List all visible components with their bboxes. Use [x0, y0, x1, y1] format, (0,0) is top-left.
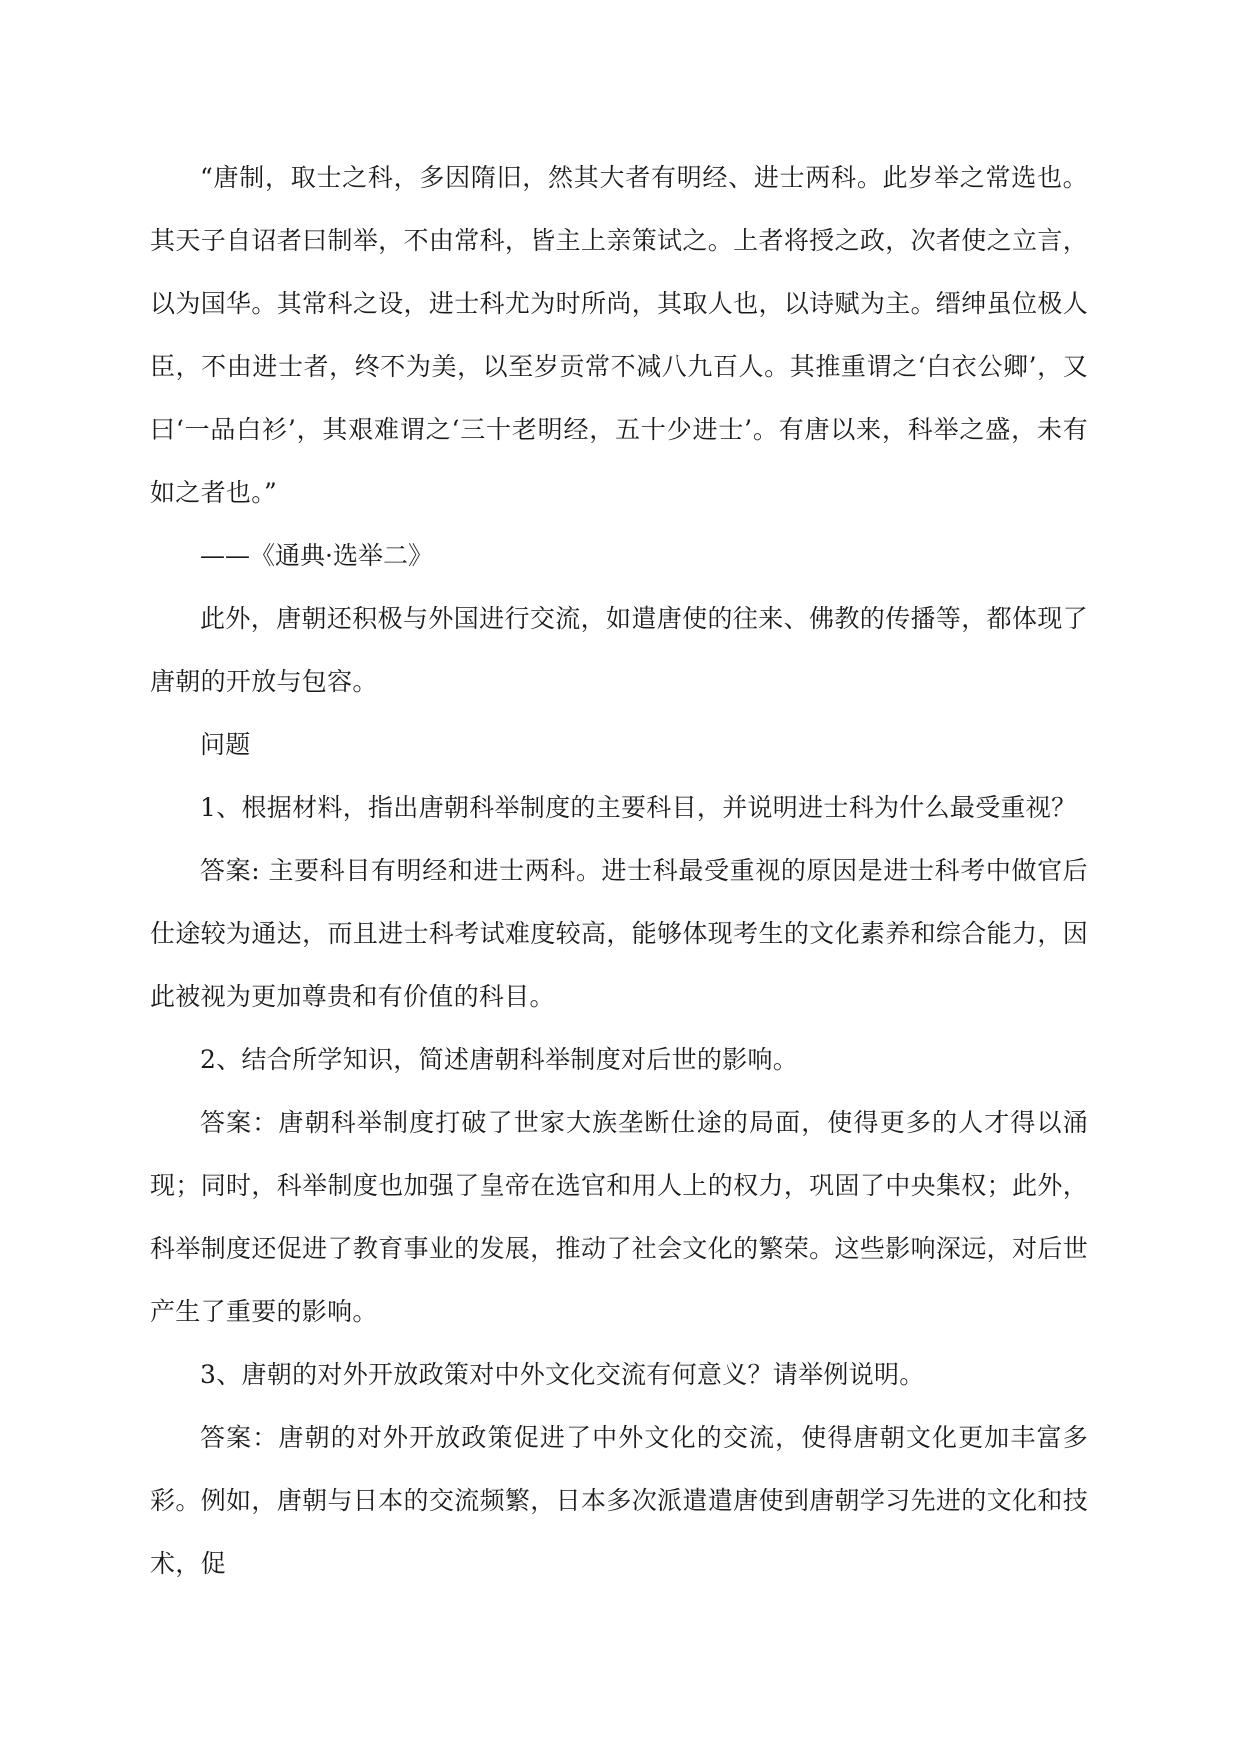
- questions-heading: 问题: [200, 730, 251, 759]
- document-body: [150, 146, 1088, 1595]
- answer-3: 答案：唐朝的对外开放政策促进了中外文化的交流，使得唐朝文化更加丰富多彩。例如，唐朝与日本的交流频繁，日本多次派遣遣唐使到唐朝学习先进的文化和技术，促: [150, 1423, 1088, 1578]
- question-1: 1、根据材料，指出唐朝科举制度的主要科目，并说明进士科为什么最受重视？: [200, 793, 1077, 822]
- quote-source: ——《通典·选举二》: [200, 541, 433, 570]
- answer-2: 答案：唐朝科举制度打破了世家大族垄断仕途的局面，使得更多的人才得以涌现；同时，科举制度也加强了皇帝在选官和用人上的权力，巩固了中央集权；此外，科举制度还促进了教育事业的发展，推动了社会文化的繁荣。这些影响深远，对后世产生了重要的影响。: [150, 1108, 1088, 1326]
- intro-paragraph: 此外，唐朝还积极与外国进行交流，如遣唐使的往来、佛教的传播等，都体现了唐朝的开放与包容。: [150, 604, 1088, 696]
- question-2: 2、结合所学知识，简述唐朝科举制度对后世的影响。: [200, 1045, 799, 1074]
- question-3: 3、唐朝的对外开放政策对中外文化交流有何意义？请举例说明。: [200, 1360, 925, 1389]
- quote-paragraph: “唐制，取士之科，多因隋旧，然其大者有明经、进士两科。此岁举之常选也。其天子自诏者曰制举，不由常科，皆主上亲策试之。上者将授之政，次者使之立言，以为国华。其常科之设，进士科尤为时所尚，其取人也，以诗赋为主。缙绅虽位极人臣，不由进士者，终不为美，以至岁贡常不减八九百人。其推重谓之‘白衣公卿’，又曰‘一品白衫’，其艰难谓之‘三十老明经，五十少进士’。有唐以来，科举之盛，未有如之者也。”: [150, 163, 1088, 507]
- answer-1: 答案: 主要科目有明经和进士两科。进士科最受重视的原因是进士科考中做官后仕途较为通达，而且进士科考试难度较高，能够体现考生的文化素养和综合能力，因此被视为更加尊贵和有价值的科目。: [150, 856, 1088, 1011]
